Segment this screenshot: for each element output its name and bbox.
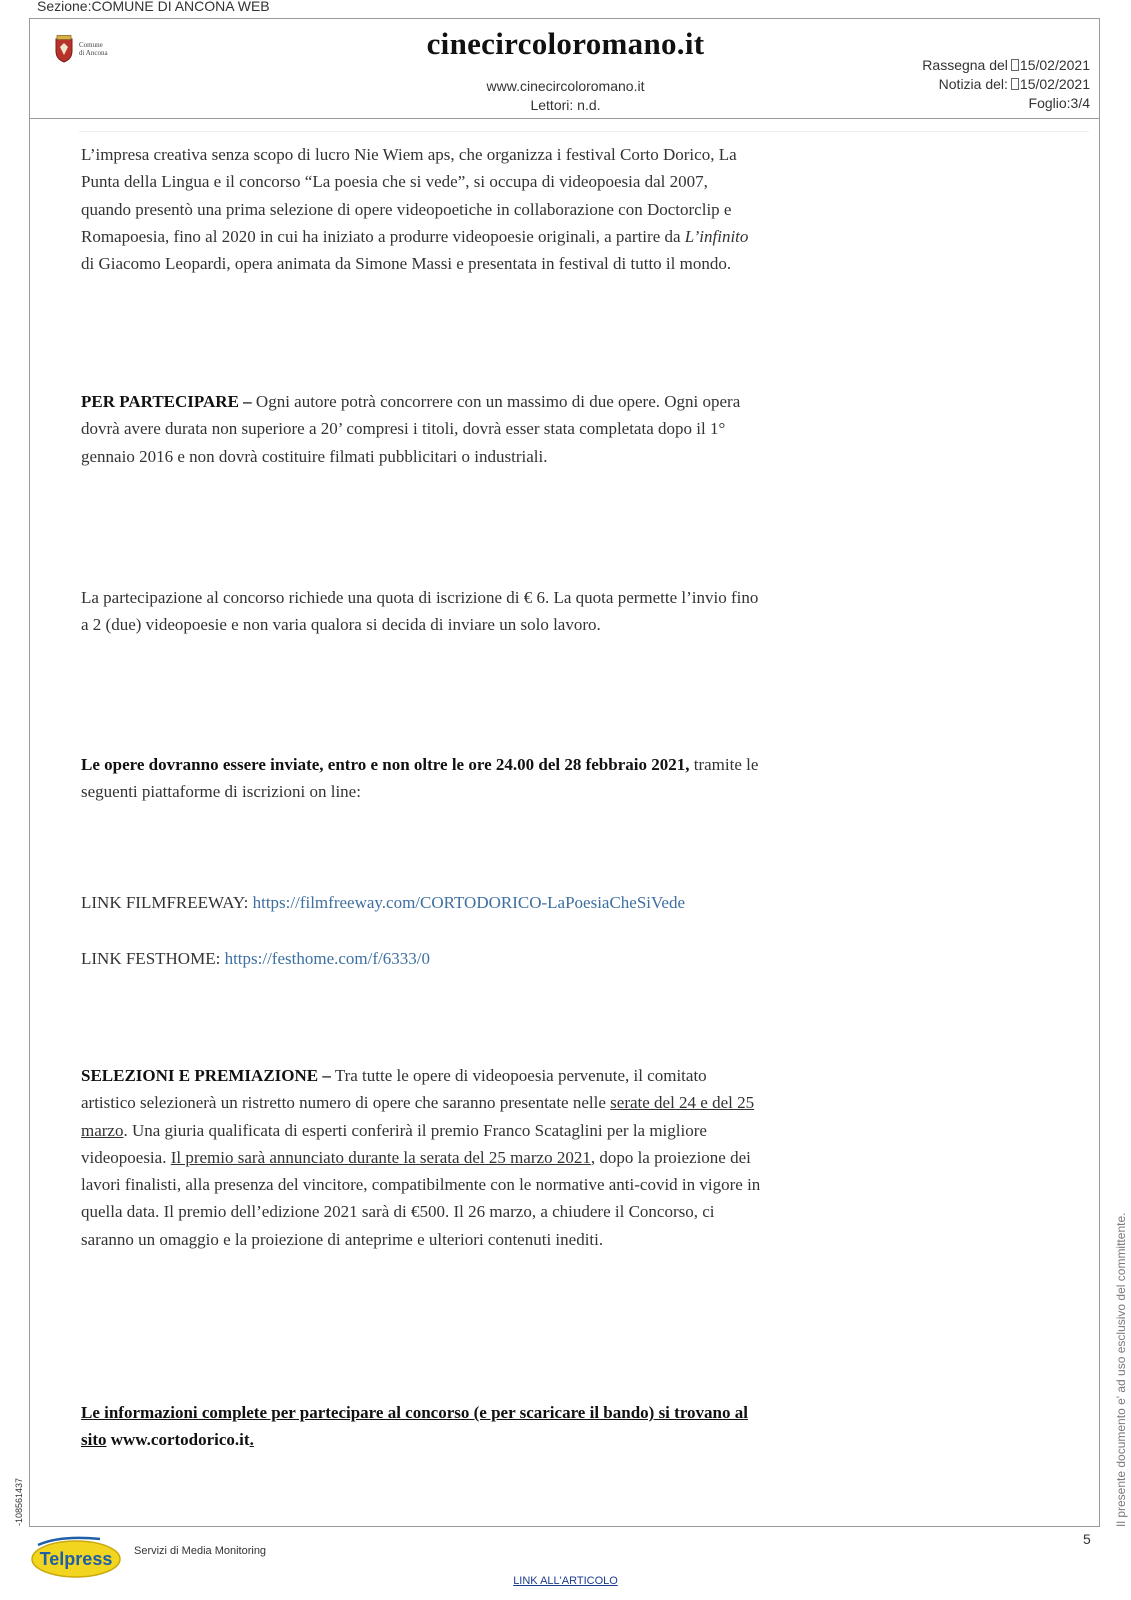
page-number: 5 xyxy=(1083,1531,1091,1547)
intro-text: L’impresa creativa senza scopo di lucro Nie Wiem aps, che organizza i festival Corto Dorico, La Punta della Lingua e il concorso “La poesia che si vede”, si occupa di videopoesia dal 2007, quando presentò una prima selezione di opere videopoetiche in collaborazione con Doctorclip e Romapoesia, fino al 2020 in cui ha iniziato a produrre videopoesie originali, a partire da xyxy=(81,145,737,246)
article-link-filmfreeway xyxy=(81,889,761,916)
header-divider xyxy=(29,118,1100,119)
content-top-rule xyxy=(79,131,1089,132)
site-url: www.cinecircoloromano.it xyxy=(486,78,645,94)
fee-text: La partecipazione al concorso richiede una quota di iscrizione di € 6. La quota permette l’invio fino a 2 (due) videopoesie e non varia qualora si decida di inviare un solo lavoro. xyxy=(81,588,759,635)
telpress-logo-text: Telpress xyxy=(39,1549,113,1569)
media-monitoring-label: Servizi di Media Monitoring xyxy=(134,1545,267,1557)
filmfreeway-label: LINK FILMFREEWAY: xyxy=(81,893,253,912)
article-paragraph-intro xyxy=(81,141,761,277)
news-date-label: Notizia del: xyxy=(938,76,1008,92)
article-paragraph-deadline xyxy=(81,751,761,806)
info-site[interactable]: www.cortodorico.it xyxy=(106,1430,250,1450)
intro-text-end: di Giacomo Leopardi, opera animata da Simone Massi e presentata in festival di tutto il mondo. xyxy=(81,254,732,274)
review-date-value: 15/02/2021 xyxy=(1019,57,1090,73)
deadline-bold: Le opere dovranno essere inviate, entro e non oltre le ore 24.00 del 28 febbraio 2021, xyxy=(81,755,690,774)
article-link[interactable]: LINK ALL'ARTICOLO xyxy=(513,1575,618,1587)
intro-title-italic: L’infinito xyxy=(684,226,749,246)
award-announcement-underlined: Il premio sarà annunciato durante la serata del 25 marzo 2021 xyxy=(170,1147,591,1167)
info-period: . xyxy=(249,1430,254,1450)
logo-text-line1: Comune xyxy=(79,41,103,49)
checkbox-glyph-icon xyxy=(1011,78,1019,90)
section-label: Sezione:COMUNE DI ANCONA WEB xyxy=(37,0,270,14)
festhome-label: LINK FESTHOME: xyxy=(81,949,225,968)
article-paragraph-participate xyxy=(81,388,761,470)
readers-count: Lettori: n.d. xyxy=(530,97,601,113)
selection-heading: SELEZIONI E PREMIAZIONE – xyxy=(81,1066,331,1085)
participate-text: Ogni autore potrà concorrere con un massimo di due opere. Ogni opera dovrà avere durata non superiore a 20’ compresi i titoli, dovrà esser stata completata dopo il 1° gennaio 2016 e non dovrà costituire filmati pubblicitari o industriali. xyxy=(81,392,741,466)
article-link-festhome xyxy=(81,945,761,972)
info-underlined: Le informazioni complete per partecipare al concorso (e per scaricare il bando) si trovano al sito xyxy=(81,1403,748,1450)
review-date xyxy=(922,56,1090,75)
festhome-link[interactable]: https://festhome.com/f/6333/0 xyxy=(224,949,430,968)
article-paragraph-selection xyxy=(81,1062,761,1253)
article-paragraph-fee xyxy=(81,584,761,639)
article-paragraph-info xyxy=(81,1399,761,1454)
sheet-number: Foglio:3/4 xyxy=(1028,95,1090,111)
filmfreeway-link[interactable]: https://filmfreeway.com/CORTODORICO-LaPoesiaCheSiVede xyxy=(252,893,686,912)
usage-notice: Il presente documento e' ad uso esclusivo del committente. xyxy=(1114,1212,1128,1527)
site-title: cinecircoloromano.it xyxy=(426,26,705,61)
selection-dates-underlined: serate del 24 e del 25 marzo xyxy=(81,1093,755,1140)
logo-text-line2: di Ancona xyxy=(79,49,108,57)
review-date-label: Rassegna del xyxy=(922,57,1008,73)
document-id: -108561437 xyxy=(14,1477,24,1526)
deadline-text: tramite le seguenti piattaforme di iscrizioni on line: xyxy=(81,755,759,802)
selection-text-a: Tra tutte le opere di videopoesia pervenute, il comitato artistico selezionerà un ristretto numero di opere che saranno presentate nelle xyxy=(81,1066,707,1113)
checkbox-glyph-icon xyxy=(1011,59,1019,71)
news-date xyxy=(939,75,1090,94)
participate-heading: PER PARTECIPARE – xyxy=(81,392,252,411)
news-date-value: 15/02/2021 xyxy=(1019,76,1090,92)
selection-text-b: . Una giuria qualificata di esperti conferirà il premio Franco Scataglini per la migliore videopoesia. xyxy=(81,1120,707,1167)
selection-text-c: , dopo la proiezione dei lavori finalisti, alla presenza del vincitore, compatibilmente con le normative anti-covid in vigore in quella data. Il premio dell’edizione 2021 sarà di €500. Il 26 marzo, a chiudere il Concorso, ci saranno un omaggio e la proiezione di anteprime e ulteriori contenuti inediti. xyxy=(81,1147,761,1249)
